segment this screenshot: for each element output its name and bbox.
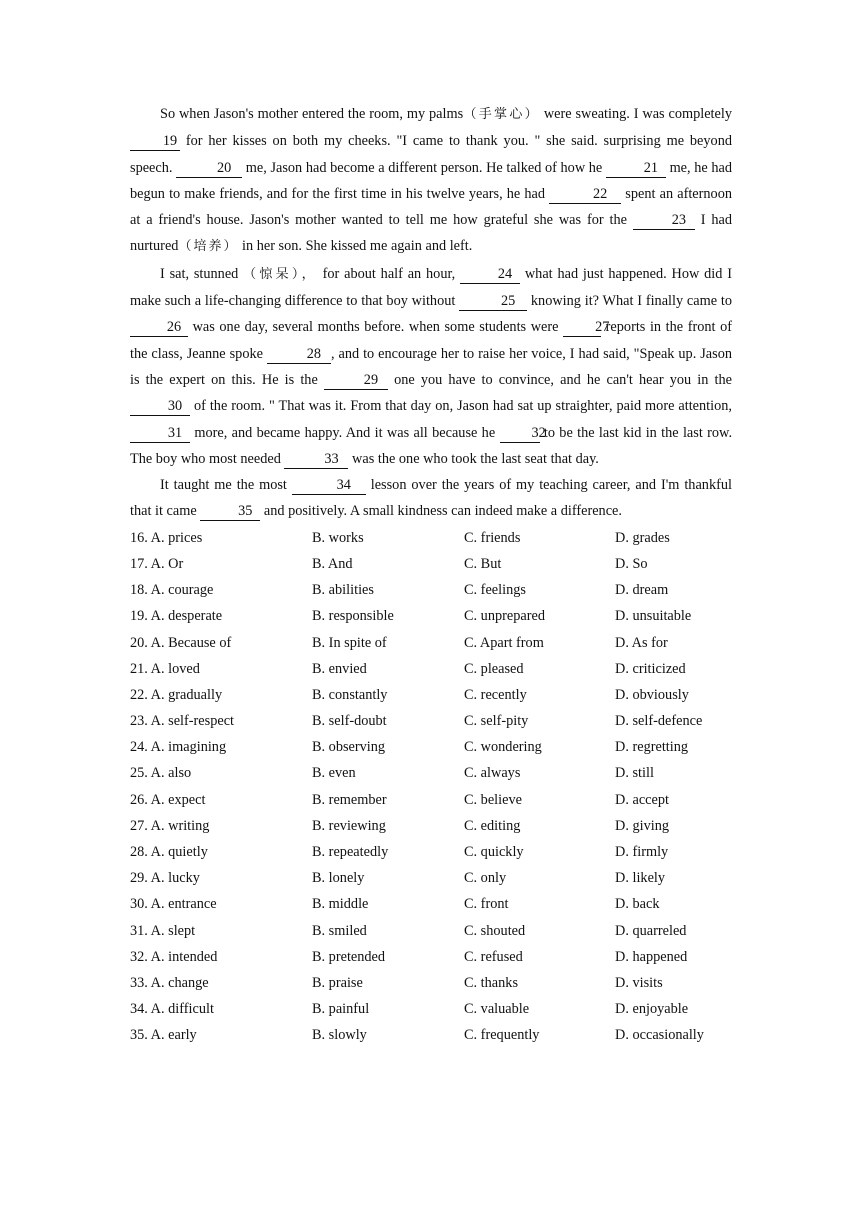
question-option-a: 20. A. Because of <box>130 634 232 651</box>
question-option-d: D. As for <box>615 634 668 651</box>
question-option-d: D. likely <box>615 870 666 887</box>
question-option-a: 32. A. intended <box>130 948 218 965</box>
question-option-b: B. painful <box>312 1001 370 1018</box>
blank-35: 35 <box>200 503 260 521</box>
blank-21: 21 <box>606 160 666 178</box>
question-option-b: B. praise <box>312 974 363 991</box>
question-row <box>130 865 732 891</box>
question-row <box>130 970 732 996</box>
question-option-d: D. firmly <box>615 844 669 860</box>
text: of the room. " That was it. From that day on, Jason had sat up straighter, paid more attention, <box>193 398 732 415</box>
document-page <box>130 101 732 1049</box>
question-row <box>130 891 732 917</box>
paragraph-1 <box>130 101 732 261</box>
text: more, and became happy. And it was all because he <box>194 424 496 441</box>
question-row <box>130 813 732 839</box>
question-option-b: B. In spite of <box>312 634 387 651</box>
question-option-d: D. criticized <box>615 660 686 677</box>
question-option-a: 30. A. entrance <box>130 896 217 913</box>
text: to be the last kid in the last row. The boy who most needed <box>130 424 733 467</box>
question-option-c: C. editing <box>464 817 521 834</box>
blank-31: 31 <box>130 425 190 443</box>
question-option-a: 31. A. slept <box>130 922 196 939</box>
text: for about half an hour, <box>322 265 456 282</box>
blank-28: 28 <box>267 346 331 364</box>
question-option-b: B. even <box>312 765 356 782</box>
question-option-c: C. front <box>464 896 509 913</box>
question-option-a: 19. A. desperate <box>130 608 223 625</box>
question-option-b: B. works <box>312 529 364 546</box>
text: , and to encourage her to raise her voice, I had said, "Speak up. Jason is the expert on this. He is the <box>130 345 733 388</box>
text: was one day, several months before. when some students were <box>192 319 559 336</box>
blank-30: 30 <box>130 398 190 416</box>
paragraph-2 <box>130 261 732 472</box>
question-option-a: 23. A. self-respect <box>130 713 235 730</box>
question-option-c: C. pleased <box>464 660 524 677</box>
text: one you have to convince, and he can't hear you in the <box>394 371 733 388</box>
question-row <box>130 839 732 865</box>
text: lesson over the years of my teaching career, and I'm thankful that it came <box>130 477 732 520</box>
question-row <box>130 1022 732 1048</box>
text: So when Jason's mother entered the room, my palms <box>160 106 464 122</box>
text: were sweating. I was completely <box>543 106 732 122</box>
text: reports in the front of the class, Jeanne spoke <box>130 319 732 362</box>
question-option-c: C. refused <box>464 948 523 965</box>
question-option-b: B. And <box>312 555 353 572</box>
question-option-c: C. frequently <box>464 1027 540 1044</box>
question-row <box>130 603 732 629</box>
blank-25: 25 <box>459 293 527 311</box>
question-option-b: B. repeatedly <box>312 844 389 860</box>
question-option-d: D. regretting <box>615 739 689 756</box>
question-row <box>130 944 732 970</box>
question-option-d: D. quarreled <box>615 922 687 939</box>
blank-22: 22 <box>549 186 621 204</box>
question-option-d: D. enjoyable <box>615 1001 689 1018</box>
question-option-d: D. unsuitable <box>615 608 692 625</box>
question-option-d: D. self-defence <box>615 713 703 730</box>
question-option-c: C. recently <box>464 686 527 703</box>
question-option-d: D. grades <box>615 529 670 546</box>
blank-26: 26 <box>130 319 188 337</box>
question-row <box>130 734 732 760</box>
question-option-b: B. remember <box>312 791 387 808</box>
question-option-d: D. back <box>615 896 660 913</box>
question-row <box>130 760 732 786</box>
text: was the one who took the last seat that day. <box>352 450 599 467</box>
question-row <box>130 630 732 656</box>
question-option-c: C. thanks <box>464 974 519 991</box>
question-option-c: C. unprepared <box>464 608 545 625</box>
question-option-a: 29. A. lucky <box>130 870 200 887</box>
blank-33: 33 <box>284 451 348 469</box>
text: what had just happened. How did I make such a life-changing difference to that boy without <box>130 265 732 310</box>
blank-23: 23 <box>633 212 695 230</box>
question-option-a: 26. A. expect <box>130 791 206 808</box>
question-option-c: C. believe <box>464 791 522 808</box>
question-option-c: C. quickly <box>464 844 524 860</box>
question-row <box>130 577 732 603</box>
question-row <box>130 918 732 944</box>
question-option-d: D. So <box>615 555 648 572</box>
text: I sat, stunned <box>160 265 239 282</box>
question-row <box>130 525 732 551</box>
question-option-d: D. occasionally <box>615 1027 704 1044</box>
question-option-d: D. dream <box>615 582 669 599</box>
question-option-a: 25. A. also <box>130 765 192 782</box>
question-row <box>130 708 732 734</box>
question-option-c: C. always <box>464 765 521 782</box>
question-option-a: 17. A. Or <box>130 555 184 572</box>
question-option-a: 28. A. quietly <box>130 844 208 860</box>
question-option-d: D. obviously <box>615 686 689 703</box>
question-option-b: B. lonely <box>312 870 365 887</box>
question-row <box>130 787 732 813</box>
question-option-c: C. self-pity <box>464 713 529 730</box>
blank-24: 24 <box>460 266 520 284</box>
text: me, he had begun to make friends, and for the first time in his twelve years, he had <box>130 159 733 202</box>
question-option-c: C. valuable <box>464 1001 530 1018</box>
question-option-b: B. envied <box>312 660 367 677</box>
question-option-a: 24. A. imagining <box>130 739 227 756</box>
question-option-a: 18. A. courage <box>130 582 214 599</box>
question-row <box>130 682 732 708</box>
paragraph-3 <box>130 472 732 525</box>
question-option-b: B. middle <box>312 896 369 913</box>
question-option-a: 34. A. difficult <box>130 1001 214 1018</box>
text: for her kisses on both my cheeks. "I came to thank you. " she said. surprising me beyond speech. <box>130 133 733 176</box>
blank-32: 32 <box>500 425 540 443</box>
question-option-d: D. accept <box>615 791 669 808</box>
question-option-c: C. But <box>464 555 502 572</box>
question-option-b: B. self-doubt <box>312 713 387 730</box>
blank-20: 20 <box>176 160 242 178</box>
question-row <box>130 551 732 577</box>
chinese-gloss: （惊呆）， <box>243 266 318 282</box>
question-option-d: D. happened <box>615 948 688 965</box>
chinese-gloss: （手掌心） <box>463 107 540 122</box>
blank-29: 29 <box>324 372 388 390</box>
question-option-a: 27. A. writing <box>130 817 210 834</box>
text: me, Jason had become a different person. He talked of how he <box>245 159 603 176</box>
question-option-c: C. feelings <box>464 582 526 599</box>
question-option-d: D. giving <box>615 817 670 834</box>
blank-27: 27 <box>563 319 601 337</box>
question-option-c: C. only <box>464 870 507 887</box>
question-row <box>130 996 732 1022</box>
text: It taught me the most <box>160 477 287 494</box>
question-option-d: D. still <box>615 765 654 782</box>
question-option-b: B. abilities <box>312 582 374 599</box>
chinese-gloss: （培养） <box>178 239 239 255</box>
question-option-c: C. friends <box>464 529 521 546</box>
question-option-b: B. reviewing <box>312 817 386 834</box>
question-list <box>130 525 732 1049</box>
question-row <box>130 656 732 682</box>
blank-34: 34 <box>292 477 366 495</box>
text: in her son. She kissed me again and left. <box>242 238 473 255</box>
question-option-b: B. observing <box>312 739 386 756</box>
question-option-c: C. Apart from <box>464 634 544 651</box>
question-option-d: D. visits <box>615 974 663 991</box>
question-option-b: B. pretended <box>312 948 386 965</box>
question-option-a: 33. A. change <box>130 974 209 991</box>
text: and positively. A small kindness can indeed make a difference. <box>263 503 622 520</box>
blank-19: 19 <box>130 133 180 151</box>
question-option-c: C. shouted <box>464 922 526 939</box>
question-option-b: B. smiled <box>312 922 367 939</box>
question-option-c: C. wondering <box>464 739 542 756</box>
question-option-a: 21. A. loved <box>130 660 200 677</box>
text: spent an afternoon at a friend's house. Jason's mother wanted to tell me how grateful she was for the <box>130 185 732 229</box>
question-option-a: 22. A. gradually <box>130 686 223 703</box>
question-option-a: 16. A. prices <box>130 529 203 546</box>
question-option-b: B. constantly <box>312 686 388 703</box>
question-option-b: B. responsible <box>312 608 394 625</box>
question-option-a: 35. A. early <box>130 1027 197 1044</box>
text: knowing it? What I finally came to <box>530 293 732 310</box>
question-option-b: B. slowly <box>312 1027 367 1044</box>
text: I had nurtured <box>130 212 732 255</box>
